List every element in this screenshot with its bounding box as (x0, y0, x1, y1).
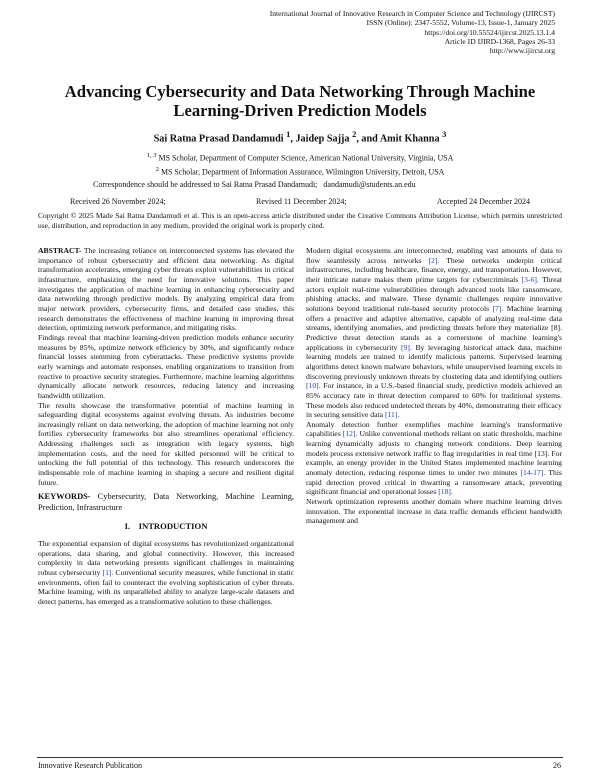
citation-link[interactable]: [9]. (400, 342, 412, 352)
intro-paragraph (38, 539, 294, 607)
body-text: This rapid detection proved critical in thwarting a ransomware attack, preventing significant financial and operational losses (306, 468, 562, 497)
body-text: Conventional security measures, while functional in static environments, often fail to counteract the evolving sophistication of cyber threats. Machine learning, with its unparalleled ability to analyze large-scale datasets and detect patterns, has emerged as a transformative solution to these challenges. (38, 568, 294, 606)
body-text: For instance, in a U.S.-based financial study, predictive models achieved an 85% accuracy rate in threat detection compared to 60% for traditional systems. These models also reduced undetected threats by 40%, demonstrating their efficacy in securing sensitive data (306, 381, 562, 420)
journal-name: International Journal of Innovative Research in Computer Science and Technology (IJIRCST) (269, 9, 555, 18)
citation-link[interactable]: [11]. (384, 410, 400, 420)
body-text: Unlike conventional methods reliant on static thresholds, machine learning dynamically adjusts to changing network conditions. Deep learning models process extensive network traffic to flag irregularities in real time [13]. For example, an energy provider in the United States implemented machine learning anomaly detection, reducing response times to under two minutes (306, 429, 562, 478)
author-name: Sai Ratna Prasad Dandamudi (153, 133, 284, 145)
date-accepted: Accepted 24 December 2024 (436, 197, 530, 206)
abstract-label: ABSTRACT- (38, 246, 82, 255)
body-text: Threat actors exploit real-time vulnerabilities through advanced tools like ransomware, phishing attacks, and malware. These dynamic challenges require innovative solutions beyond traditional rule-based security protocols (306, 274, 562, 313)
body-text: Machine learning offers a proactive and adaptive alternative, capable of analyzing real-time data streams, identifying anomalies, and predicting threats before they materialize [8]. Predictive threat detection stands as a cornerstone of machine learning's applications in cybersecurity (306, 303, 562, 352)
author-sup: 1 (286, 129, 291, 139)
affiliation-sup: 1, 3 (146, 152, 157, 159)
intro-paragraph (306, 420, 562, 497)
correspondence (93, 180, 416, 189)
body-text: Anomaly detection further exemplifies machine learning's transformative capabilities (306, 419, 562, 439)
author-sup: 2 (352, 129, 357, 139)
citation-link[interactable]: [1]. (102, 568, 114, 578)
section-heading: I. INTRODUCTION (124, 521, 208, 532)
left-column (38, 246, 294, 607)
page-number: 26 (553, 761, 561, 770)
affiliation-sup: 2 (155, 165, 159, 173)
citation-link[interactable]: [18]. (438, 487, 453, 497)
footer-divider (37, 757, 563, 758)
citation-link[interactable]: [2]. (428, 255, 440, 265)
author-name: Amit Khanna (379, 133, 440, 145)
affiliation-text: MS Scholar, Department of Information Assurance, Wilmington University, Detroit, USA (160, 167, 445, 177)
paper-title: Advancing Cybersecurity and Data Networking Through Machine Learning-Driven Prediction Models (64, 82, 536, 120)
affiliation (0, 164, 600, 178)
citation-link[interactable]: [12]. (342, 429, 358, 439)
copyright-notice: Copyright © 2025 Made Sai Ratna Dandamudi et al. This is an open-access article distributed under the Creative Commons Attribution License, which permits unrestricted use, distribution, and reproduction in any medium, provided the original work is properly cited. (38, 211, 562, 231)
affiliations (0, 150, 600, 177)
body-text: These networks underpin critical infrastructures, including healthcare, finance, energy, and transportation. However, their intricate nature makes them prime targets for cybercriminals (306, 255, 562, 284)
citation-link[interactable]: [10]. (306, 381, 321, 391)
journal-header (115, 9, 555, 55)
footer-publisher: Innovative Research Publication (38, 761, 142, 770)
author-list: Sai Ratna Prasad Dandamudi $^1$, Jaidep Sajja $^2$, and Amit Khanna $^3$ (153, 129, 447, 145)
author-sup: 3 (442, 129, 447, 139)
intro-paragraph (306, 246, 562, 420)
date-received: Received 26 November 2024; (70, 197, 166, 206)
article-dates (70, 197, 530, 206)
citation-link[interactable]: [14-17]. (520, 468, 546, 478)
abstract-text: The increasing reliance on interconnected systems has elevated the importance of robust cybersecurity and efficient data networking. As digital transformation accelerates, emerging cyber threats exploit vulnerabilities in critical infrastructure, emphasizing the need for innovative solutions. This paper investigates the application of machine learning in enhancing cybersecurity and data networking through predictive models. By analyzing empirical data from major network providers, cybersecurity firms, and detailed case studies, this research demonstrates the effectiveness of machine learning in improving threat detection, optimizing network performance, and mitigating risks. (38, 246, 294, 333)
body-text: Modern digital ecosystems are interconnected, enabling vast amounts of data to flow seamlessly across networks (306, 246, 562, 265)
article-id: Article ID IJIRD-1368, Pages 26-33 (444, 36, 555, 46)
correspondence-text: Correspondence should be addressed to Sai Ratna Prasad Dandamudi; (93, 180, 318, 189)
body-text: By leveraging historical attack data, machine learning models are trained to identify malicious patterns. Supervised learning algorithms detect known malware behaviors, while unsupervised learning excels in discovering previously unknown threats by clustering data and identifying outliers (306, 342, 563, 381)
journal-url[interactable]: http://www.ijircst.org (489, 46, 555, 56)
citation-link[interactable]: [7]. (492, 303, 504, 313)
issn-line: ISSN (Online): 2347-5552, Volume-13, Issue-1, January 2025 (366, 18, 555, 28)
citation-link[interactable]: [3-6]. (521, 274, 539, 284)
keywords-text: Cybersecurity, Data Networking, Machine Learning, Prediction, Infrastructure (38, 492, 295, 513)
affiliation (0, 150, 600, 164)
abstract-paragraph: Findings reveal that machine learning-driven prediction models enhance security measures by 85%, optimize network efficiency by 30%, and significantly reduce financial losses stemming from cyberattacks. These predictive systems provide early warnings and automate responses, enabling organizations to transition from reactive to proactive security strategies. Furthermore, machine learning algorithms dynamically allocate network resources, reducing latency and increasing bandwidth utilization. (38, 332, 294, 400)
doi-link[interactable]: https://doi.org/10.55524/ijircst.2025.13.1.4 (424, 27, 555, 37)
intro-paragraph: Network optimization represents another domain where machine learning drives innovation. The exponential increase in data traffic demands efficient bandwidth management and (306, 497, 562, 526)
right-column (306, 246, 562, 526)
abstract-paragraph (38, 246, 294, 333)
affiliation-text: MS Scholar, Department of Computer Science, American National University, Virginia, USA (158, 153, 454, 163)
date-revised: Revised 11 December 2024; (256, 197, 347, 206)
body-text: The exponential expansion of digital ecosystems has revolutionized organizational operations, data sharing, and global connectivity. However, this increased complexity in data networking presents significant challenges in maintaining robust cybersecurity (38, 539, 294, 578)
keywords (38, 491, 294, 513)
keywords-label: KEYWORDS- (38, 492, 91, 502)
author-name: Jaidep Sajja (295, 133, 350, 145)
correspondence-email[interactable]: dandamudi@students.an.edu (323, 180, 416, 189)
abstract-paragraph: The results showcase the transformative potential of machine learning in safeguarding digital ecosystems against evolving threats. As industries become increasingly reliant on data networking, the adoption of machine learning not only fortifies cybersecurity frameworks but also streamlines operational efficiency. Addressing challenges such as integration with legacy systems, high implementation costs, and the need for skilled personnel will be critical to unlocking the full potential of this technology. This research underscores the indispensable role of machine learning in shaping a secure and resilient digital future. (38, 400, 294, 487)
